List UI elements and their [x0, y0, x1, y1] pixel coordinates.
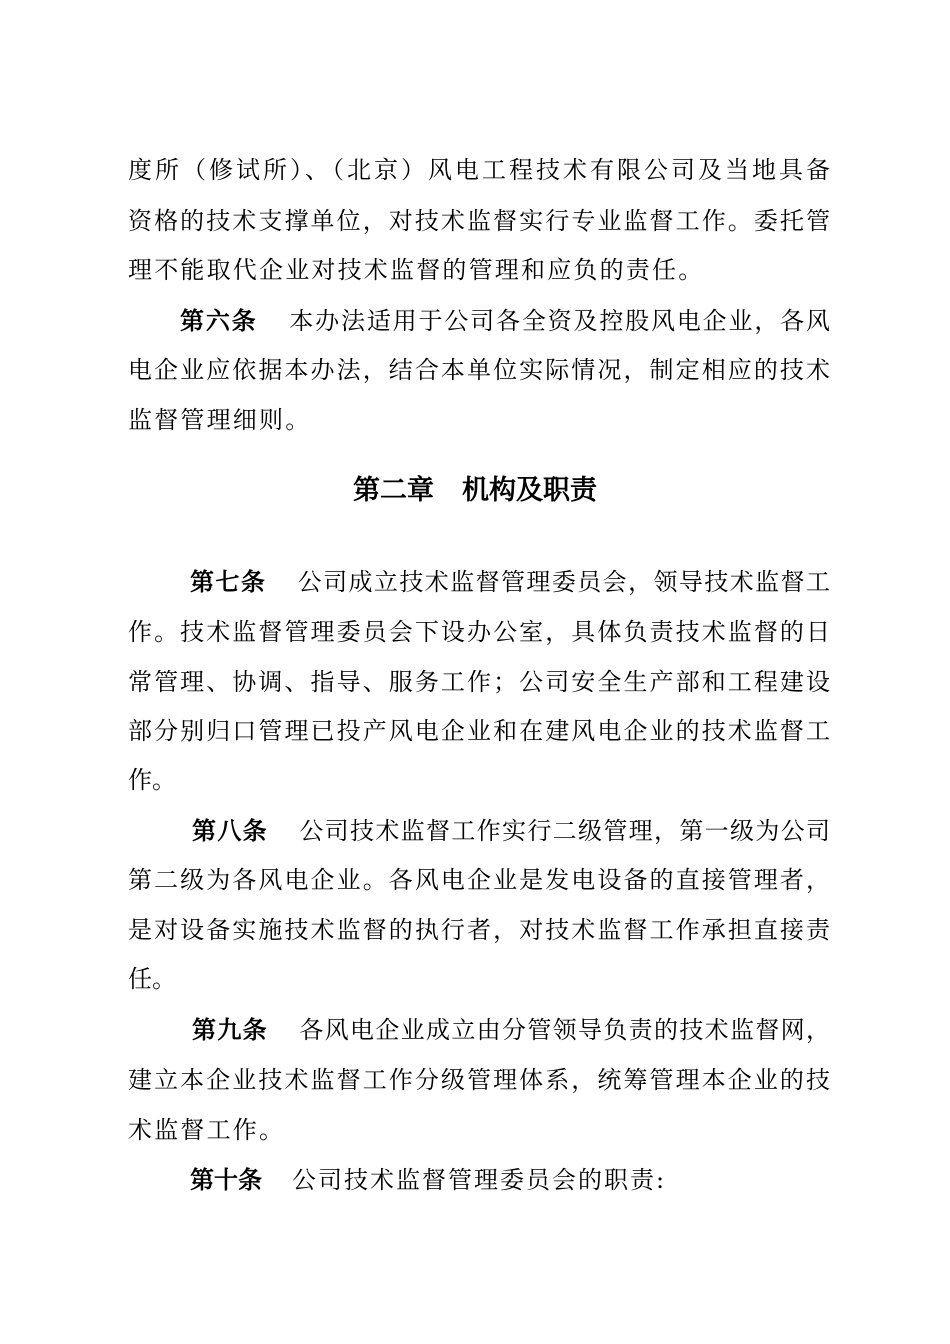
article-6-label: 第六条: [180, 307, 258, 335]
chapter-title: 机构及职责: [462, 475, 597, 506]
article-8-line-4: 任。: [128, 965, 176, 993]
article-5-line-2: 资格的技术支撑单位，对技术监督实行专业监督工作。委托管: [128, 207, 830, 235]
article-7-text-1: 公司成立技术监督管理委员会，领导技术监督工: [296, 568, 830, 596]
article-8-label: 第八条: [192, 817, 268, 845]
article-8-line-3: 是对设备实施技术监督的执行者，对技术监督工作承担直接责: [128, 916, 830, 944]
article-5-line-1: 度所（修试所）、（北京）风电工程技术有限公司及当地具备: [128, 156, 830, 184]
article-9-line-1: [192, 1005, 830, 1055]
article-7-line-1: [190, 557, 830, 607]
article-7-line-3: 常管理、协调、指导、服务工作；公司安全生产部和工程建设: [128, 668, 830, 696]
article-10-text-1: 公司技术监督管理委员会的职责:: [292, 1166, 667, 1194]
article-6-line-1: [180, 296, 830, 346]
article-6-line-3: 监督管理细则。: [128, 406, 312, 434]
article-10-label: 第十条: [190, 1166, 262, 1194]
chapter-number: 第二章: [353, 475, 434, 506]
article-9-line-2: 建立本企业技术监督工作分级管理体系，统筹管理本企业的技: [128, 1066, 830, 1094]
article-7-line-2: 作。技术监督管理委员会下设办公室，具体负责技术监督的日: [128, 618, 830, 646]
article-7-line-5: 作。: [128, 766, 176, 794]
article-9-label: 第九条: [192, 1016, 268, 1044]
article-8-line-2: 第二级为各风电企业。各风电企业是发电设备的直接管理者，: [128, 866, 830, 894]
article-8-line-1: [192, 806, 830, 856]
chapter-heading: [0, 466, 950, 516]
article-8-text-1: 公司技术监督工作实行二级管理，第一级为公司: [298, 817, 830, 845]
article-9-line-3: 术监督工作。: [128, 1116, 286, 1144]
article-5-line-3: 理不能取代企业对技术监督的管理和应负的责任。: [128, 256, 705, 284]
article-7-label: 第七条: [190, 568, 267, 596]
article-6-line-2: 电企业应依据本办法，结合本单位实际情况，制定相应的技术: [128, 356, 830, 384]
article-10-line-1: [190, 1155, 830, 1205]
article-7-line-4: 部分别归口管理已投产风电企业和在建风电企业的技术监督工: [128, 717, 830, 745]
article-6-text-1: 本办法适用于公司各全资及控股风电企业，各风: [287, 307, 830, 335]
article-9-text-1: 各风电企业成立由分管领导负责的技术监督网，: [298, 1016, 830, 1044]
